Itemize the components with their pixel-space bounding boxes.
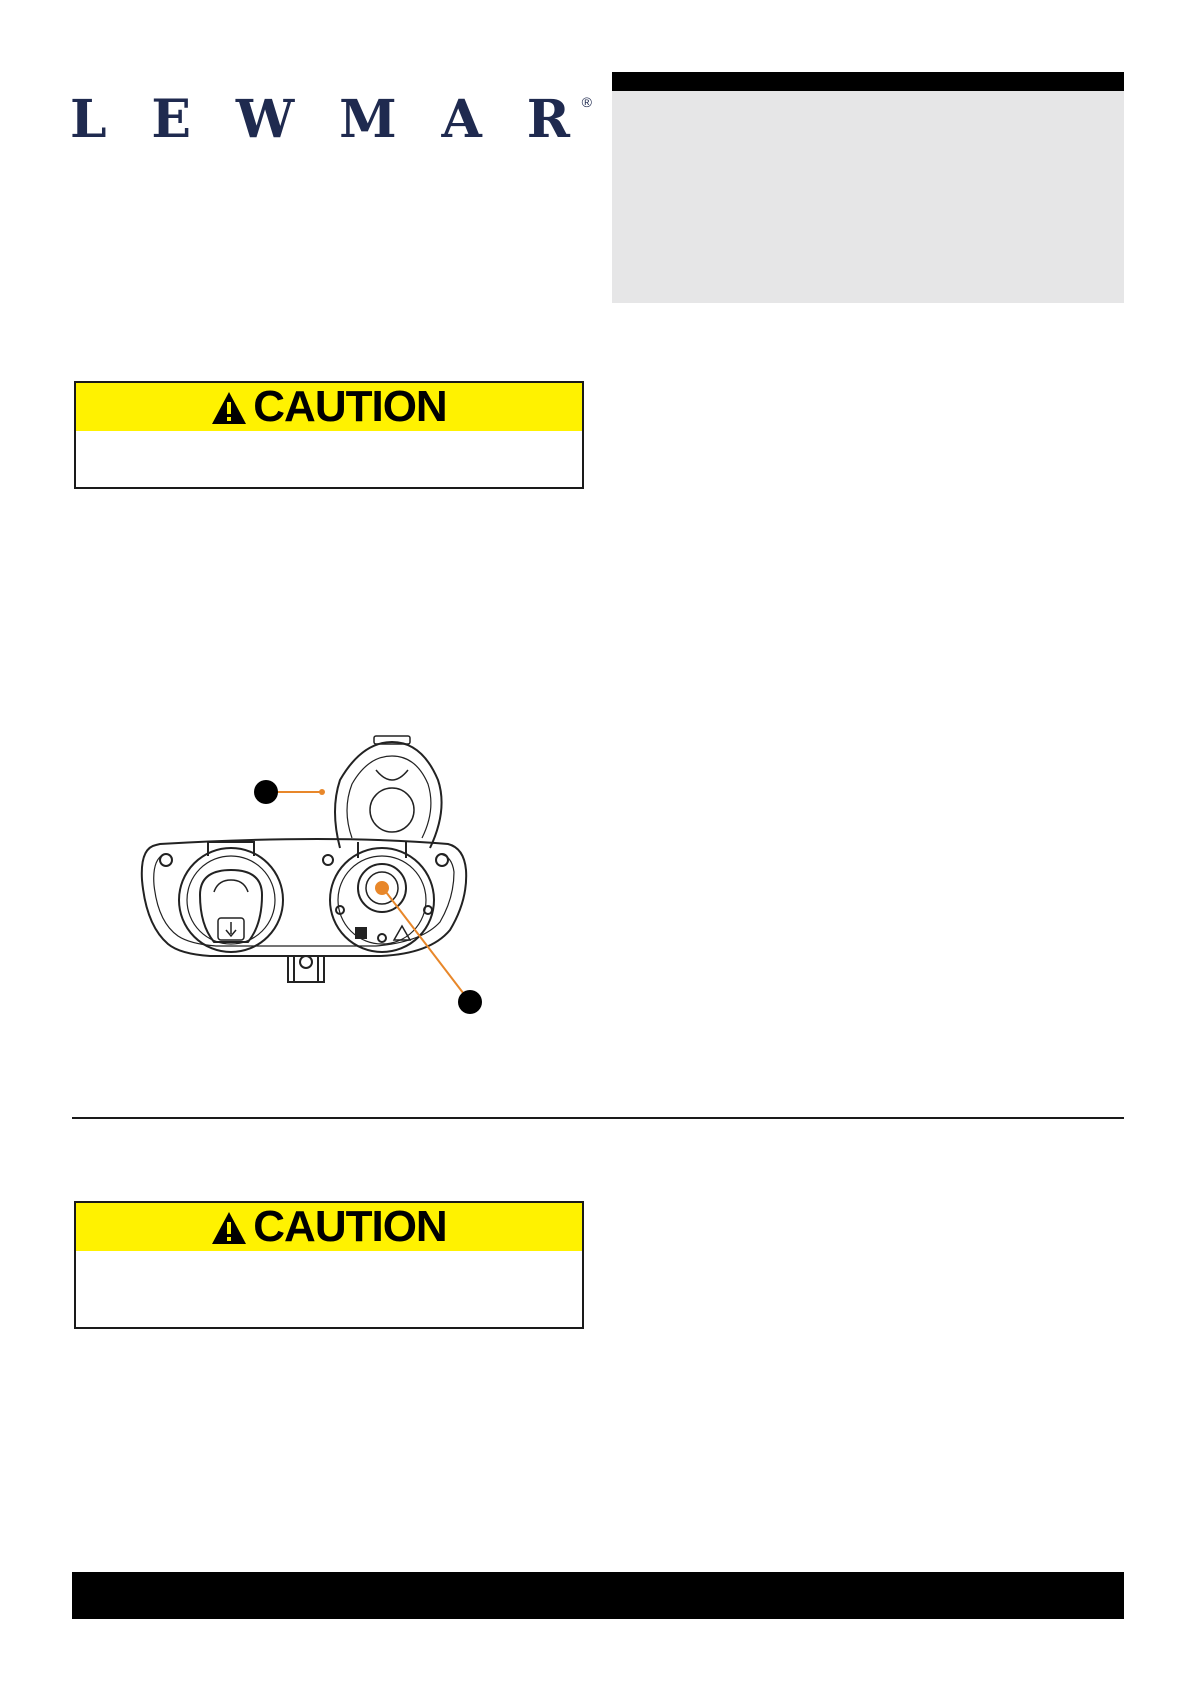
caution-label: CAUTION	[253, 382, 447, 431]
caution-box	[74, 1201, 584, 1329]
caution-header	[76, 1203, 582, 1251]
registered-mark: ®	[581, 94, 592, 110]
brand-wordmark	[70, 89, 570, 150]
brand-letter: A	[441, 89, 482, 150]
brand-letter: W	[235, 89, 295, 150]
warning-triangle-icon	[211, 391, 247, 425]
callout-marker-2	[458, 990, 482, 1014]
brand-letter: E	[151, 89, 192, 150]
callout-marker-1	[254, 780, 278, 804]
brand-logo	[70, 89, 592, 150]
caution-label: CAUTION	[253, 1202, 447, 1251]
header-block	[612, 91, 1124, 303]
brand-letter: R	[526, 89, 570, 150]
caution-box	[74, 381, 584, 489]
callout-leader	[386, 892, 470, 1002]
warning-triangle-icon	[211, 1211, 247, 1245]
caution-header	[76, 383, 582, 431]
section-divider	[72, 1117, 1124, 1119]
control-panel-diagram	[130, 730, 490, 1020]
header-block-bar	[612, 72, 1124, 91]
footer-bar	[72, 1572, 1124, 1619]
brand-letter: L	[70, 89, 107, 150]
brand-letter: M	[339, 89, 397, 150]
